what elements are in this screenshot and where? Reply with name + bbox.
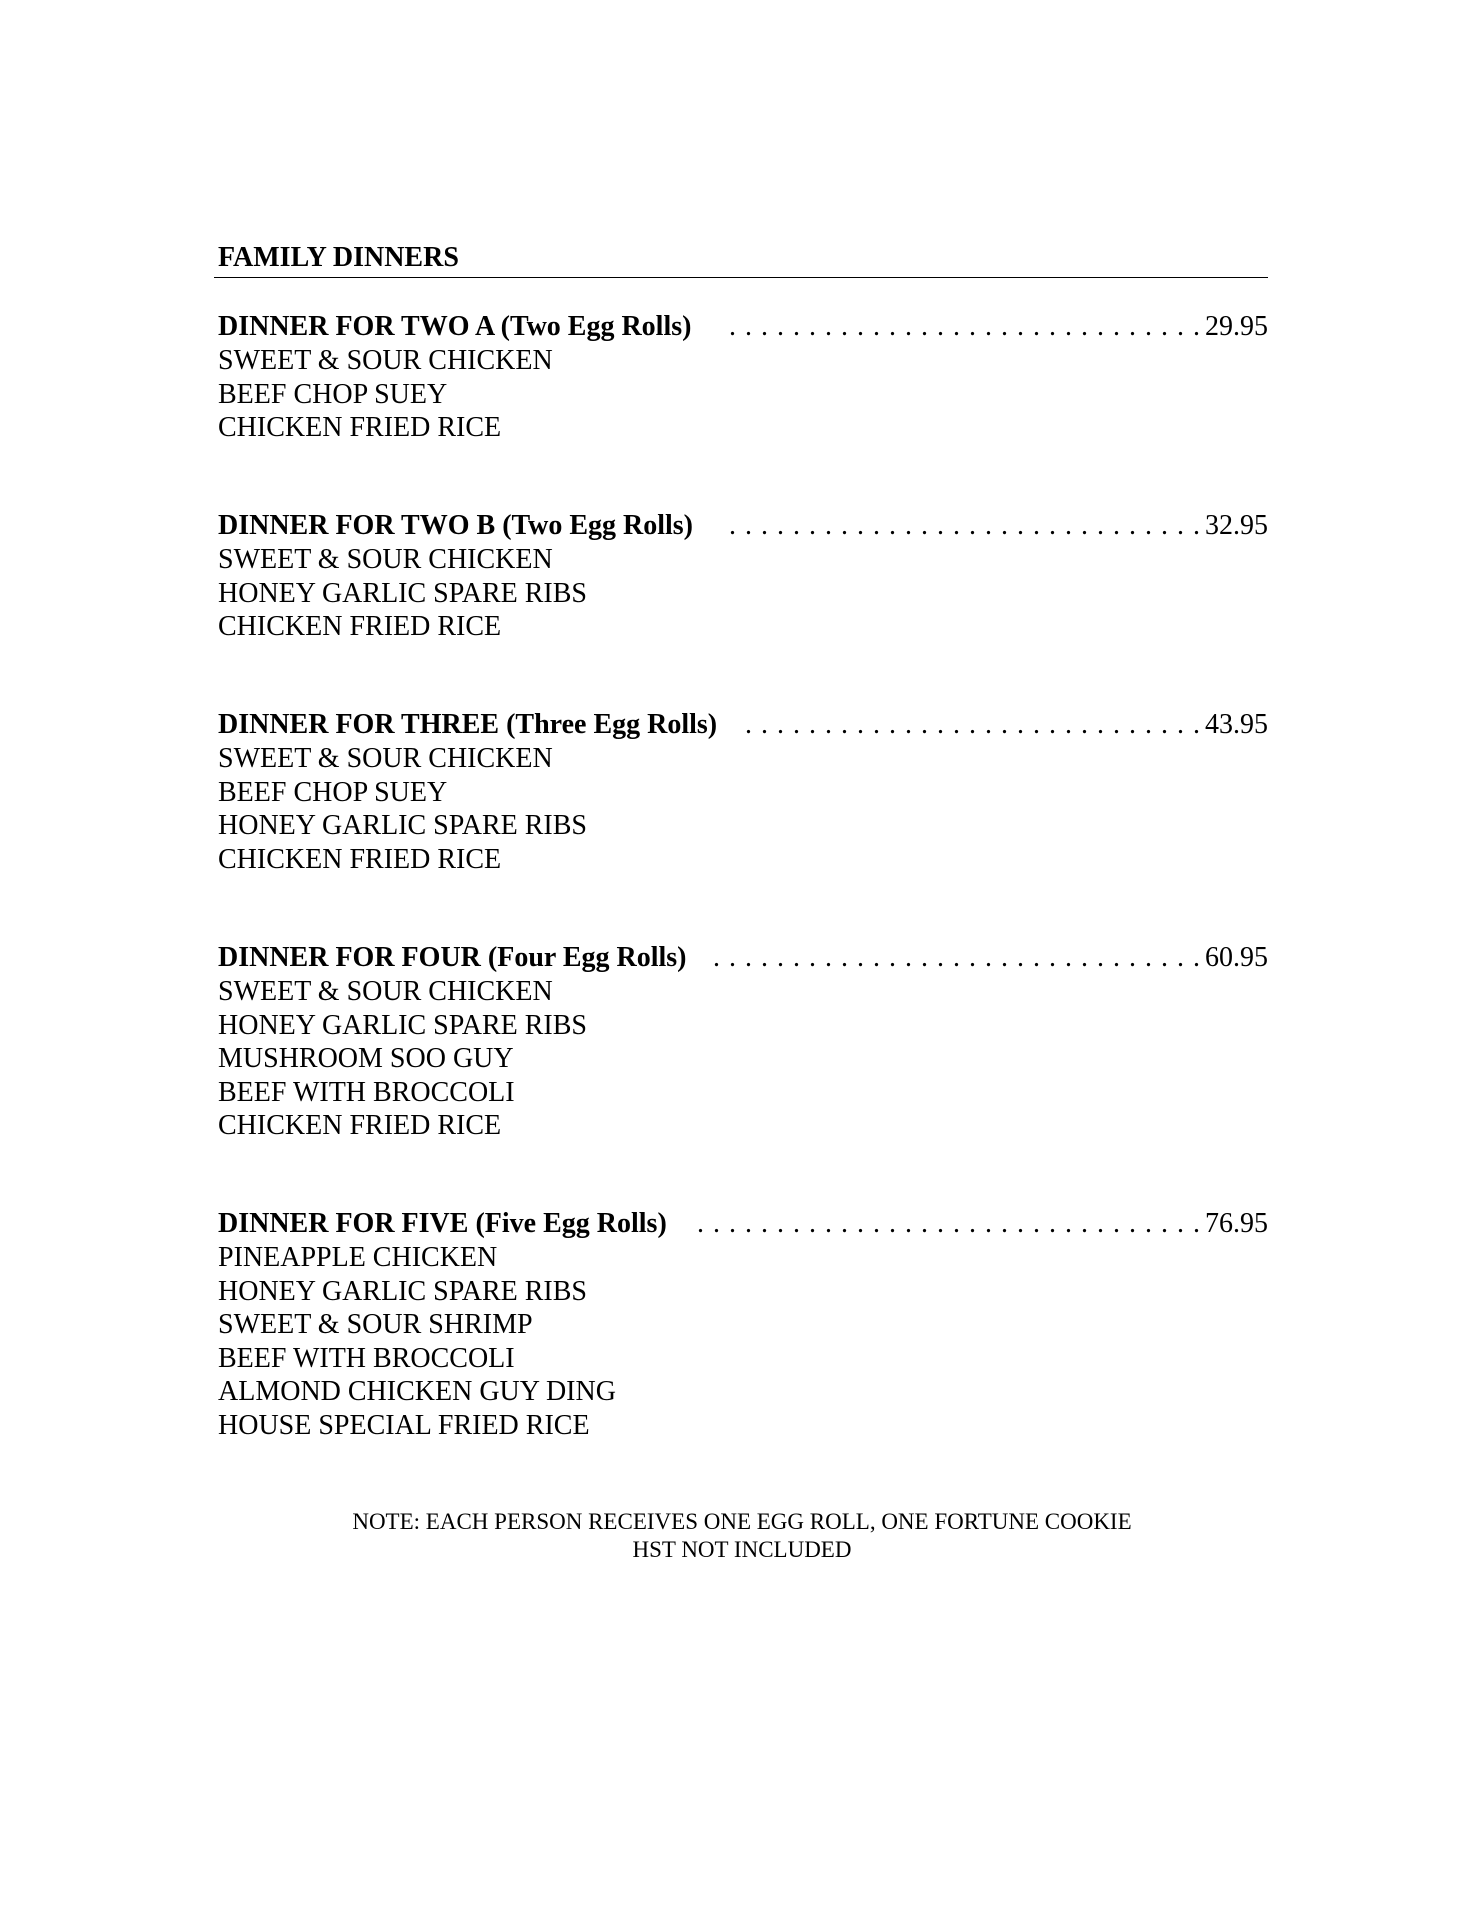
egg-roll-count: (Three Egg Rolls) [506,709,718,740]
section-title: FAMILY DINNERS [218,242,459,273]
dish-list [218,344,1268,445]
dish-list [218,975,1268,1143]
dish-list [218,1241,1268,1443]
egg-roll-count: (Four Egg Rolls) [487,942,687,973]
dish-item: SWEET & SOUR CHICKEN [218,345,553,376]
dinner-for-two-a [218,310,1268,445]
dish-item: SWEET & SOUR CHICKEN [218,544,553,575]
dish-item: HOUSE SPECIAL FRIED RICE [218,1409,590,1441]
dinner-name: DINNER FOR FOUR [218,942,481,973]
dish-item: BEEF WITH BROCCOLI [218,1076,515,1108]
dish-item: BEEF CHOP SUEY [218,776,448,808]
dinner-for-three [218,708,1268,876]
dinner-price: 29.95 [1205,311,1268,342]
dinner-header [218,1207,1268,1241]
dinner-title [218,310,691,344]
dish-item: CHICKEN FRIED RICE [218,843,502,875]
dish-item: SWEET & SOUR SHRIMP [218,1309,533,1341]
egg-roll-count: (Two Egg Rolls) [502,510,694,541]
dinner-title [218,708,717,742]
egg-roll-count: (Two Egg Rolls) [500,311,692,342]
dinner-title [218,941,687,975]
dinner-title [218,509,693,543]
dinner-title [218,1207,667,1241]
dish-list [218,543,1268,644]
egg-roll-count: (Five Egg Rolls) [475,1208,667,1239]
dinner-header [218,941,1268,975]
dinner-header [218,509,1268,543]
dot-leader: . . . . . . . . . . . . . . . . . . . . . . . . . . . . . . . . [697,1208,1201,1239]
dish-item: CHICKEN FRIED RICE [218,611,502,643]
dish-item: CHICKEN FRIED RICE [218,412,502,444]
dish-item: BEEF CHOP SUEY [218,378,448,410]
dish-item: MUSHROOM SOO GUY [218,1043,514,1075]
dinner-name: DINNER FOR THREE [218,709,500,740]
dinner-for-five [218,1207,1268,1443]
dinner-name: DINNER FOR TWO A [218,311,494,342]
dot-leader: . . . . . . . . . . . . . . . . . . . . . . . . . . . . . . . [713,942,1201,973]
dish-item: BEEF WITH BROCCOLI [218,1342,515,1374]
note-line: NOTE: EACH PERSON RECEIVES ONE EGG ROLL, ONE FORTUNE COOKIE [352,1509,1132,1534]
dish-item: CHICKEN FRIED RICE [218,1110,502,1142]
dish-item: PINEAPPLE CHICKEN [218,1242,498,1273]
dinner-price: 32.95 [1205,510,1268,541]
dish-item: SWEET & SOUR CHICKEN [218,743,553,774]
dish-item: ALMOND CHICKEN GUY DING [218,1376,616,1408]
dish-item: HONEY GARLIC SPARE RIBS [218,577,587,609]
dinner-price: 76.95 [1205,1208,1268,1239]
tax-note: HST NOT INCLUDED [632,1537,852,1562]
dish-item: HONEY GARLIC SPARE RIBS [218,1009,587,1041]
title-underline [214,277,1268,278]
dinner-for-four [218,941,1268,1143]
dot-leader: . . . . . . . . . . . . . . . . . . . . . . . . . . . . . . [729,510,1201,541]
dinner-header [218,708,1268,742]
dinner-header [218,310,1268,344]
dish-item: HONEY GARLIC SPARE RIBS [218,810,587,842]
dish-item: HONEY GARLIC SPARE RIBS [218,1275,587,1307]
dish-list [218,742,1268,876]
dinner-price: 43.95 [1205,709,1268,740]
dot-leader: . . . . . . . . . . . . . . . . . . . . . . . . . . . . . [745,709,1201,740]
dinner-for-two-b [218,509,1268,644]
dinner-name: DINNER FOR TWO B [218,510,496,541]
dot-leader: . . . . . . . . . . . . . . . . . . . . . . . . . . . . . . [729,311,1201,342]
dinner-name: DINNER FOR FIVE [218,1208,469,1239]
dinner-price: 60.95 [1205,942,1268,973]
dish-item: SWEET & SOUR CHICKEN [218,976,553,1007]
